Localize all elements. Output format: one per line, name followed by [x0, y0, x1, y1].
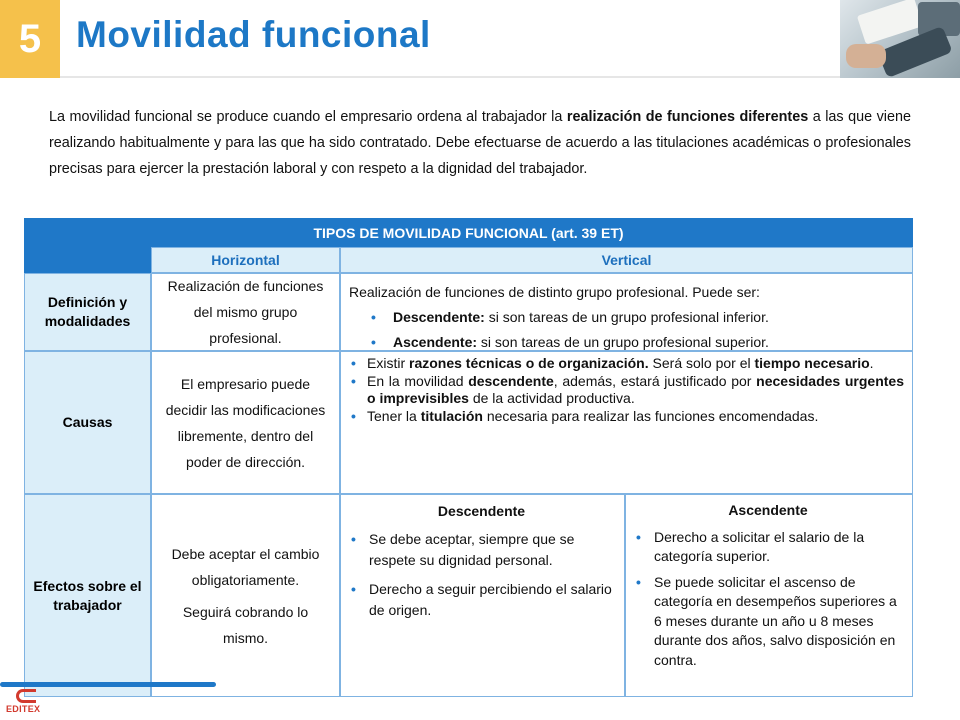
text: En la movilidad [367, 372, 469, 389]
bullet-text: si son tareas de un grupo profesional superior. [477, 334, 769, 350]
bullet-text: si son tareas de un grupo profesional inferior. [484, 309, 769, 325]
text: de la actividad productiva. [468, 390, 635, 406]
intro-paragraph [49, 104, 911, 182]
text: . [869, 355, 874, 371]
efectos-horizontal-p2: Seguirá cobrando lo mismo. [182, 603, 309, 646]
footer-accent-line [0, 682, 216, 687]
ascendente-list [634, 528, 902, 671]
intro-text-1: La movilidad funcional se produce cuando el empresario ordena al trabajador la [49, 109, 567, 125]
text: Será solo por el [648, 355, 755, 371]
definicion-vertical-list [349, 305, 902, 355]
intro-bold: realización de funciones diferentes [566, 109, 809, 125]
descendente-title: Descendente [437, 503, 526, 519]
logo-text: EDITEX [6, 704, 41, 714]
efectos-ascendente [625, 494, 913, 697]
col-header-vertical: Vertical [340, 247, 913, 273]
ascendente-title: Ascendente [728, 502, 808, 518]
col-header-horizontal: Horizontal [151, 247, 340, 273]
text: Tener la [367, 407, 421, 424]
definicion-vertical [340, 273, 913, 351]
causas-horizontal: El empresario puede decidir las modificaciones libremente, dentro del poder de dirección. [151, 351, 340, 494]
bold-text: tiempo necesario [754, 355, 870, 371]
photo-hand [846, 44, 886, 68]
efectos-horizontal-p1: Debe aceptar el cambio obligatoriamente. [171, 545, 320, 588]
definicion-horizontal: Realización de funciones del mismo grupo profesional. [151, 273, 340, 351]
editex-logo [6, 689, 46, 717]
efectos-descendente [340, 494, 625, 697]
efectos-horizontal [151, 494, 340, 697]
list-item: • Derecho a solicitar el salario de la categoría superior. [634, 528, 902, 567]
list-item [349, 305, 902, 330]
row-label-causas: Causas [24, 351, 151, 494]
bullet-bold: Descendente: [393, 309, 485, 325]
text: Existir [367, 355, 409, 371]
bold-text: necesidades urgentes o imprevisibles [367, 372, 905, 406]
row-label-efectos: Efectos sobre el trabajador [24, 494, 151, 697]
causas-vertical [340, 351, 913, 494]
row-label-definicion: Definición y modalidades [24, 273, 151, 351]
table-title: TIPOS DE MOVILIDAD FUNCIONAL (art. 39 ET) [24, 218, 913, 247]
list-item: • Se puede solicitar el ascenso de categoría en desempeños superiores a 6 meses durante un año u 8 meses durante dos años, salvo disposición en contra. [634, 573, 902, 671]
list-item: • Derecho a seguir percibiendo el salario de origen. [349, 579, 614, 621]
header-divider [60, 76, 840, 78]
page-title: Movilidad funcional [76, 14, 431, 55]
descendente-list [349, 529, 614, 621]
header-photo [840, 0, 960, 78]
bold-text: titulación [420, 407, 483, 424]
bullet-bold: Ascendente: [393, 334, 478, 350]
chapter-number: 5 [18, 16, 42, 61]
bold-text: descendente [468, 372, 554, 389]
list-item [349, 408, 904, 426]
definicion-vertical-intro: Realización de funciones de distinto grupo profesional. Puede ser: [349, 284, 760, 300]
text: , además, estará justificado por [553, 372, 757, 389]
causas-list [349, 355, 904, 425]
movilidad-table [24, 218, 913, 697]
logo-mark-icon [16, 689, 36, 703]
chapter-badge [0, 0, 60, 78]
bold-text: razones técnicas o de organización. [409, 355, 649, 371]
list-item [349, 355, 904, 373]
list-item: • Se debe aceptar, siempre que se respete su dignidad personal. [349, 529, 614, 571]
text: necesaria para realizar las funciones encomendadas. [482, 407, 819, 424]
list-item [349, 373, 904, 408]
intro-text-2: a las que viene realizando habitualmente y para las que ha sido contratado. Debe efectuarse de acuerdo a las titulaciones académicas o profesionales precisas para ejercer la prestación laboral y con respeto a la dignidad del trabajador. [49, 109, 911, 177]
header [0, 0, 960, 78]
